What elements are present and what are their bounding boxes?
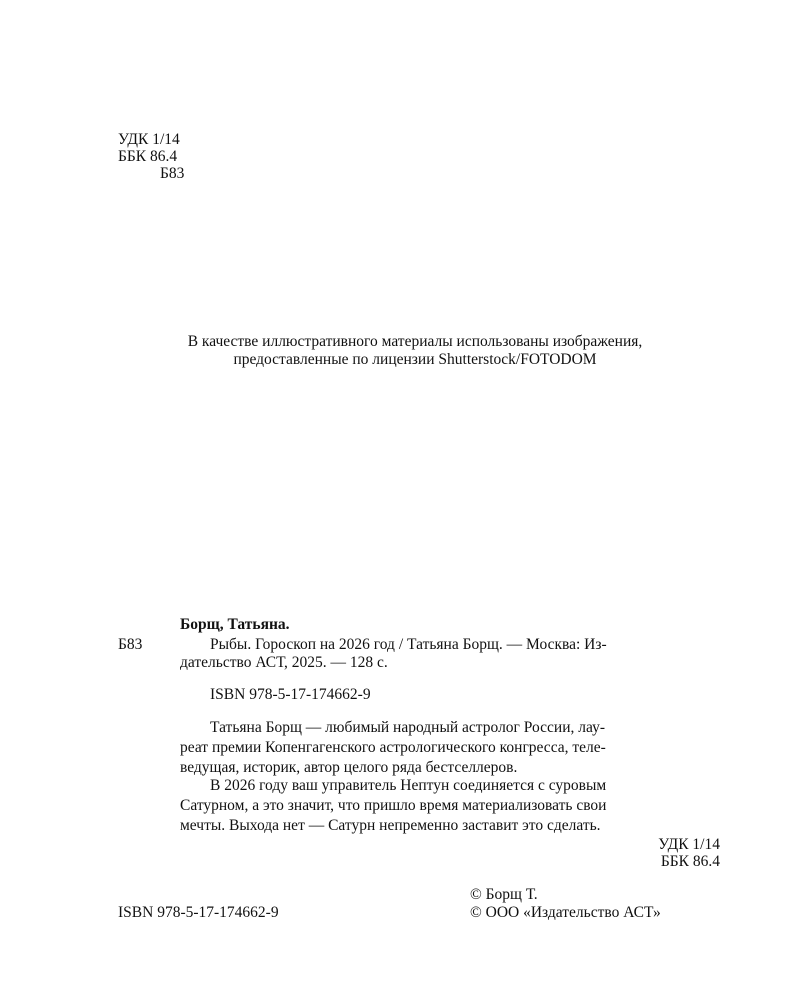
copyright-author: © Борщ Т. [470,886,538,903]
footer-isbn: ISBN 978-5-17-174662-9 [118,904,279,921]
udk-code-top: УДК 1/14 [118,131,180,148]
annotation-p1-line: Татьяна Борщ — любимый народный астролог России, лау- [210,719,605,736]
annotation-paragraph-2 [180,776,720,836]
copyright-publisher: © ООО «Издательство АСТ» [470,904,661,921]
catalog-udk-code: УДК 1/14 [658,836,720,853]
catalog-author-mark: Б83 [118,636,143,653]
illustration-note-line2: предоставленные по лицензии Shutterstock/FOTODOM [233,351,597,368]
catalog-bbk-code: ББК 86.4 [660,853,720,870]
annotation-paragraph-1 [180,718,720,778]
catalog-title-line2: дательство АСТ, 2025. — 128 с. [180,654,388,671]
bbk-code-top: ББК 86.4 [118,148,178,165]
annotation-p1-line: ведущая, историк, автор целого ряда бестселлеров. [180,759,518,776]
annotation-p2-line: Сатурном, а это значит, что пришло время материализовать свои [180,797,607,814]
catalog-title-line1: Рыбы. Гороскоп на 2026 год / Татьяна Борщ. — Москва: Из- [210,636,607,653]
annotation-p2-line: В 2026 году ваш управитель Нептун соединяется с суровым [210,777,607,794]
annotation-p2-line: мечты. Выхода нет — Сатурн непременно заставит это сделать. [180,817,601,834]
illustration-note-line1: В качестве иллюстративного материалы использованы изображения, [187,333,643,350]
catalog-isbn: ISBN 978-5-17-174662-9 [210,686,371,703]
author-mark-top: Б83 [160,165,185,182]
annotation-p1-line: реат премии Копенгагенского астрологического конгресса, теле- [180,739,606,756]
catalog-author-heading: Борщ, Татьяна. [180,616,290,633]
